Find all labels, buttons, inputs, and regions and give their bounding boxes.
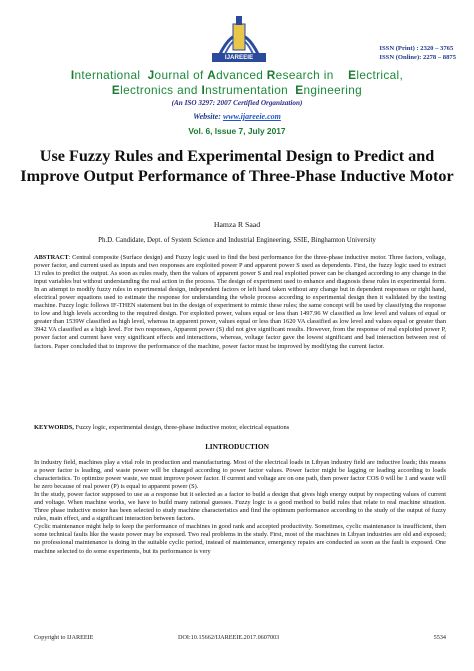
journal-word-rest: ngineering	[303, 83, 363, 97]
intro-paragraph: Cyclic maintenance might help to keep the performance of machines in good rank and accepted productivity. Sometimes, cyclic maintenance is insufficient, then some technical faults like the waste power may be exposed. Two real problems in the study. First, most of the machines in Libyan industries are old and exposed; no professional maintenance is doing in the suitable cyclic period, instead of maintenance, emergency repairs are conducted as soon as the fault is exposed. One machine selected to do some experiments, but its performance is very	[34, 523, 446, 555]
journal-name-line-2	[0, 83, 474, 98]
volume-issue: Vol. 6, Issue 7, July 2017	[188, 126, 286, 136]
iso-certification: (An ISO 3297: 2007 Certified Organization)	[171, 99, 303, 107]
journal-word-rest: dvanced	[216, 68, 267, 82]
journal-word-rest: nternational	[74, 68, 148, 82]
website-line	[0, 112, 474, 121]
intro-paragraph: In the study, power factor supposed to use as a response but it selected as a factor to build a design that gives high energy output by respecting values of current and voltage. When machine works, we have to build many rational guesses. Fuzzy logic is a good method to build rules that relate to real machine situation. Three phase inductive motor has been selected to study machine characteristics and find the optimum performance according to the study of the output of fuzzy rules, main effect, and a significant interaction between factors.	[34, 491, 446, 523]
journal-initial: E	[348, 68, 357, 82]
issn-online: ISSN (Online): 2278 – 8875	[379, 54, 456, 61]
keywords	[34, 424, 446, 432]
footer-doi: DOI:10.15662/IJAREEIE.2017.0607003	[178, 634, 280, 641]
journal-initial: R	[266, 68, 276, 82]
journal-name-line-1	[0, 68, 474, 83]
journal-initial: J	[147, 68, 155, 82]
issn-print: ISSN (Print) : 2320 – 3765	[379, 45, 454, 52]
journal-name	[0, 68, 474, 98]
journal-initial: E	[295, 83, 304, 97]
abstract	[34, 254, 446, 351]
author-name: Hamza R Saad	[213, 220, 261, 229]
journal-logo	[208, 10, 270, 66]
section-heading-introduction: I.INTRODUCTION	[205, 442, 269, 451]
footer-page-number: 5534	[433, 634, 446, 641]
author-affiliation: Ph.D. Candidate, Dept. of System Science and Industrial Engineering, SSIE, Binghamton University	[98, 237, 376, 244]
journal-word-rest: esearch in	[275, 68, 349, 82]
journal-initial: A	[207, 68, 217, 82]
footer-copyright: Copyright to IJAREEIE	[34, 634, 94, 641]
journal-initial: I	[70, 68, 75, 82]
journal-word-rest: lectronics and	[120, 83, 202, 97]
logo-text: IJAREEIE	[224, 54, 254, 61]
introduction-body	[34, 459, 446, 556]
website-label: Website:	[193, 112, 223, 121]
journal-word-rest: ournal of	[154, 68, 208, 82]
website-link[interactable]: www.ijareeie.com	[222, 112, 281, 121]
abstract-text: : Central composite (Surface design) and Fuzzy logic used to find the best performance for the three-phase inductive motor. Three factors, voltage, power factor, and current used as inputs and two responses are exploited power P and apparent power S used as dependents. First, the fuzzy logic used to extract 13 rules to predict the output. As soon as rules ready, then the values of apparent power S and real exploited power can be changed according to any change in the input variables but without understanding the real action in the process. The design of experiment used to enhance and diagnosis these rules in experimental form. In an attempt to modify fuzzy rules in experimental design, independent factors or left hand taken without any change but in dependent responses or right hand, electrical power equations used to estimate the response for understanding the whole process according to experimental design then it validated by the testing machine. Fuzzy logic follows IF-THEN statement but in the design of experiment to mimic these rules; the same concept will be used by classifying the response to low and high levels according to the required design. For exploited power, values equal or less than 1497.96 W classified as low level and values of equal or greater than 1539W classified as high level, whereas in apparent power, values equal or less than 1620 VA classified as low level and values equal or greater than 3942 VA classified as a high level. For two responses, Apparent power (S) did not give significant results. However, from the response of real exploited power P, power factor and current have very significant effects and interactions, whereas, voltage factor gave the lowest significant and bad interaction between rest of factors. Paper concluded that to improve the performance of the machine, power factor must be improved by modifying the current factor.	[34, 254, 446, 350]
journal-initial: E	[111, 83, 121, 97]
keywords-label: KEYWORDS,	[34, 424, 74, 431]
intro-paragraph: In industry field, machines play a vital role in production and manufacturing. Most of the electrical loads in Libyan industry field are inductive loads; this means a power factor is leading, and waste power will be changed according to power factor values. Power factor might be lagging or leading according to loads characteristics. To optimize power waste, we must improve power factor. If current and voltage are on one path, then power factor COS 0 will be 1 and waste will be zero because of real power (P) is equal to apparent power (S).	[34, 459, 446, 491]
paper-title: Use Fuzzy Rules and Experimental Design to Predict and Improve Output Performance of Three-Phase Inductive Motor	[20, 147, 454, 185]
journal-initial: I	[201, 83, 206, 97]
journal-word-rest: lectrical,	[356, 68, 404, 82]
keywords-text: Fuzzy logic, experimental design, three-phase inductive motor, electrical equations	[73, 424, 290, 431]
abstract-label: ABSTRACT	[34, 254, 69, 261]
journal-word-rest: nstrumentation	[205, 83, 296, 97]
issn-block	[379, 44, 456, 62]
